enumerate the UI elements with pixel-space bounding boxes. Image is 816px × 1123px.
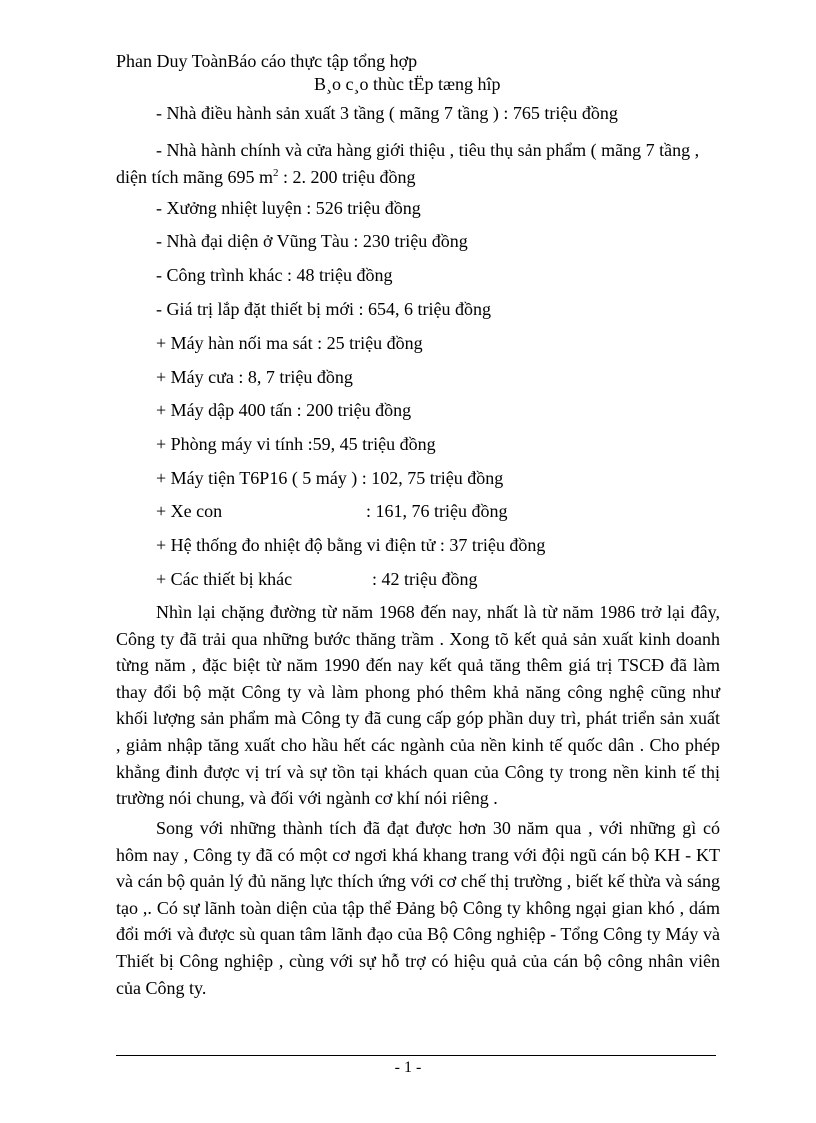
list-item: + Hệ thống đo nhiệt độ bằng vi điện tử : 37 triệu đồng [156, 535, 546, 555]
list-item: - Công trình khác : 48 triệu đồng [156, 265, 393, 285]
page-number: - 1 - [394, 1059, 422, 1076]
list-item: + Máy tiện T6P16 ( 5 máy ) : 102, 75 triệu đồng [156, 468, 504, 488]
item-value: : 42 triệu đồng [372, 569, 478, 589]
list-item: - Nhà điều hành sản xuất 3 tầng ( mãng 7 tầng ) : 765 triệu đồng [156, 103, 618, 123]
list-item [156, 568, 478, 590]
footer-divider [116, 1055, 716, 1056]
running-header: Phan Duy ToànBáo cáo thực tập tổng hợp [116, 51, 418, 71]
list-item: - Nhà đại diện ở Vũng Tàu : 230 triệu đồng [156, 231, 468, 251]
item-value: : 161, 76 triệu đồng [366, 501, 508, 521]
list-item [156, 500, 508, 522]
list-item: - Nhà hành chính và cửa hàng giới thiệu , tiêu thụ sản phẩm ( mãng 7 tầng , diện tích mãng 695 $m^2$ : 2. 200 triệu đồng [116, 140, 700, 187]
running-header-subtitle: B¸o c¸o thùc tËp tæng hîp [314, 74, 501, 94]
list-item: - Giá trị lắp đặt thiết bị mới : 654, 6 triệu đồng [156, 299, 491, 319]
list-item: + Máy dập 400 tấn : 200 triệu đồng [156, 400, 412, 420]
list-item: + Máy cưa : 8, 7 triệu đồng [156, 367, 353, 387]
list-item: - Xưởng nhiệt luyện : 526 triệu đồng [156, 198, 421, 218]
list-item: + Phòng máy vi tính :59, 45 triệu đồng [156, 434, 436, 454]
body-paragraph: Song với những thành tích đã đạt được hơn 30 năm qua , với những gì có hôm nay , Công ty đã có một cơ ngơi khá khang trang với đội ngũ cán bộ KH - KT và cán bộ quản lý đủ năng lực thích ứng với cơ chế thị trường , biết kế thừa và sáng tạo ,. Có sự lãnh toàn diện của tập thể Đảng bộ Công ty không ngại gian khó , dám đổi mới và được sù quan tâm lãnh đạo của Bộ Công nghiệp - Tổng Công ty Máy và Thiết bị Công nghiệp , cùng với sự hỗ trợ có hiệu quả của cán bộ công nhân viên của Công ty. [116, 818, 720, 998]
body-paragraph: Nhìn lại chặng đường từ năm 1968 đến nay, nhất là từ năm 1986 trở lại đây, Công ty đã trải qua những bước thăng trầm . Xong tõ kết quả sản xuất kinh doanh từng năm , đặc biệt từ năm 1990 đến nay kết quả tăng thêm giá trị TSCĐ đã làm thay đổi bộ mặt Công ty và làm phong phó thêm khả năng công nghệ cũng như khối lượng sản phẩm mà Công ty đã cung cấp góp phần duy trì, phát triển sản xuất , giảm nhập tăng xuất cho hầu hết các ngành của nền kinh tế quốc dân . Cho phép khẳng đinh được vị trí và sự tồn tại khách quan của Công ty trong nền kinh tế thị trường nói chung, và đối với ngành cơ khí nói riêng . [116, 602, 720, 809]
superscript: 2 [272, 167, 279, 179]
list-item: + Máy hàn nối ma sát : 25 triệu đồng [156, 333, 423, 353]
item-label: + Các thiết bị khác [156, 569, 293, 589]
item-label: + Xe con [156, 501, 223, 521]
